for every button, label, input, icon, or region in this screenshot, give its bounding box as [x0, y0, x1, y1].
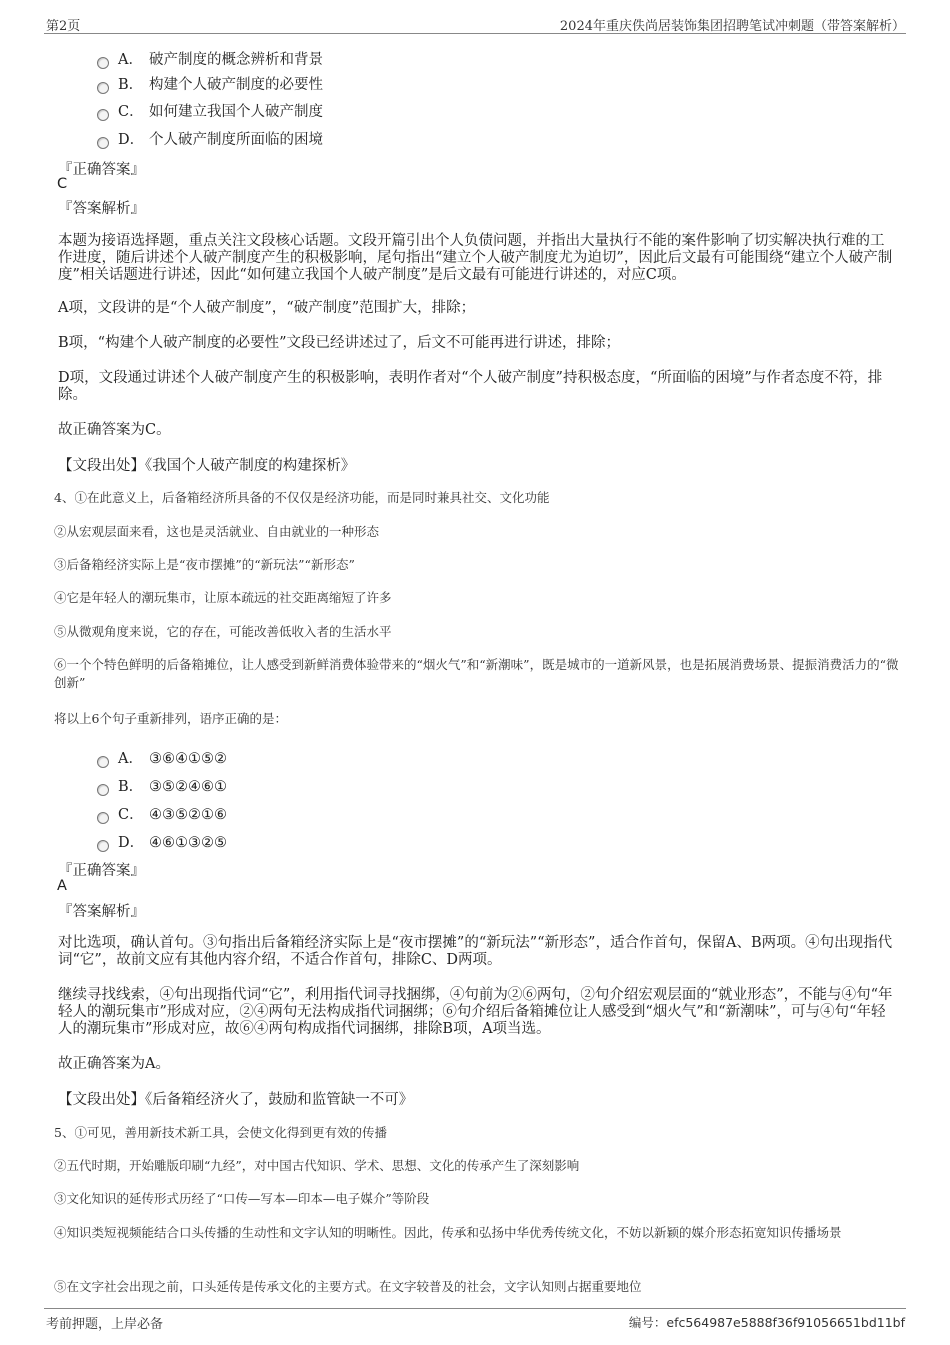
radio-icon[interactable] — [97, 82, 109, 94]
q3-option-b[interactable]: B． 构建个人破产制度的必要性 — [97, 73, 323, 94]
header-divider — [44, 33, 906, 34]
q4-sentence: ②从宏观层面来看，这也是灵活就业、自由就业的一种形态 — [54, 524, 380, 539]
document-id: 编号：efc564987e5888f36f91056651bd11bf — [628, 1315, 905, 1330]
q4-analysis-paragraph: 对比选项，确认首句。③句指出后备箱经济实际上是“夜市摆摊”的“新玩法”“新形态”，适合作首句，保留A、B两项。④句出现指代词“它”，故前文应有其他内容介绍，不适合作首句，排除C、D两项。 — [58, 935, 893, 968]
q3-option-d[interactable]: D． 个人破产制度所面临的困境 — [97, 128, 323, 149]
q3-option-c[interactable]: C． 如何建立我国个人破产制度 — [97, 100, 323, 121]
q4-prompt: 将以上6个句子重新排列，语序正确的是： — [54, 711, 287, 726]
q4-sentence: ④它是年轻人的潮玩集市，让原本疏远的社交距离缩短了许多 — [54, 590, 392, 605]
q5-sentence: ⑤在文字社会出现之前，口头延传是传承文化的主要方式。在文字较普及的社会，文字认知则占据重要地位 — [54, 1279, 642, 1294]
q4-answer: A — [57, 878, 67, 894]
q3-answer-label: 『正确答案』 — [58, 162, 145, 178]
footer-divider — [44, 1308, 906, 1309]
q4-option-a[interactable]: A． ③⑥④①⑤② — [97, 747, 227, 768]
q3-analysis-paragraph: B项，“构建个人破产制度的必要性”文段已经讲述过了，后文不可能再进行讲述，排除； — [58, 335, 620, 351]
q5-sentence: ②五代时期，开始雕版印刷“九经”，对中国古代知识、学术、思想、文化的传承产生了深刻影响 — [54, 1158, 580, 1173]
q4-option-d[interactable]: D． ④⑥①③②⑤ — [97, 831, 227, 852]
q4-option-b[interactable]: B． ③⑤②④⑥① — [97, 775, 227, 796]
radio-icon[interactable] — [97, 784, 109, 796]
radio-icon[interactable] — [97, 137, 109, 149]
radio-icon[interactable] — [97, 109, 109, 121]
q4-sentence: 4、①在此意义上，后备箱经济所具备的不仅仅是经济功能，而是同时兼具社交、文化功能 — [54, 490, 550, 505]
q4-analysis-label: 『答案解析』 — [58, 904, 145, 920]
q4-answer-label: 『正确答案』 — [58, 863, 145, 879]
q3-option-a[interactable]: A． 破产制度的概念辨析和背景 — [97, 48, 323, 69]
q4-analysis-paragraph: 继续寻找线索，④句出现指代词“它”，利用指代词寻找捆绑，④句前为②⑥两句，②句介绍宏观层面的“就业形态”，不能与④句“年轻人的潮玩集市”形成对应，②④两句无法构成指代词捆绑；⑥句介绍后备箱摊位让人感受到“烟火气”和“新潮味”，可与④句“年轻人的潮玩集市”形成对应，故⑥④两句构成指代词捆绑，排除B项，A项当选。 — [58, 987, 893, 1037]
page-number: 第2页 — [46, 19, 81, 34]
radio-icon[interactable] — [97, 840, 109, 852]
q4-sentence: ③后备箱经济实际上是“夜市摆摊”的“新玩法”“新形态” — [54, 557, 355, 572]
q3-source: 【文段出处】《我国个人破产制度的构建探析》 — [58, 458, 356, 474]
q3-analysis-paragraph: 故正确答案为C。 — [58, 422, 171, 438]
q5-sentence: ④知识类短视频能结合口头传播的生动性和文字认知的明晰性。因此，传承和弘扬中华优秀传统文化，不妨以新颖的媒介形态拓宽知识传播场景 — [54, 1225, 842, 1240]
q3-analysis-paragraph: D项，文段通过讲述个人破产制度产生的积极影响，表明作者对“个人破产制度”持积极态度，“所面临的困境”与作者态度不符，排除。 — [58, 370, 883, 403]
q4-option-c[interactable]: C． ④③⑤②①⑥ — [97, 803, 227, 824]
q3-analysis-paragraph: A项，文段讲的是“个人破产制度”，“破产制度”范围扩大，排除； — [58, 300, 476, 316]
q3-answer: C — [57, 176, 68, 192]
q3-analysis-label: 『答案解析』 — [58, 201, 145, 217]
q3-analysis-paragraph: 本题为接语选择题，重点关注文段核心话题。文段开篇引出个人负债问题，并指出大量执行不能的案件影响了切实解决执行难的工作进度，随后讲述个人破产制度产生的积极影响，尾句指出“建立个人破产制度尤为迫切”，因此后文最有可能围绕“建立个人破产制度”相关话题进行讲述，因此“如何建立我国个人破产制度”是后文最有可能进行讲述的，对应C项。 — [58, 233, 893, 283]
q4-analysis-paragraph: 故正确答案为A。 — [58, 1056, 170, 1072]
radio-icon[interactable] — [97, 812, 109, 824]
document-title: 2024年重庆佚尚居装饰集团招聘笔试冲刺题（带答案解析） — [559, 19, 905, 34]
q5-sentence: ③文化知识的延传形式历经了“口传—写本—印本—电子媒介”等阶段 — [54, 1191, 430, 1206]
radio-icon[interactable] — [97, 57, 109, 69]
q4-source: 【文段出处】《后备箱经济火了，鼓励和监管缺一不可》 — [58, 1092, 414, 1108]
q4-sentence: ⑤从微观角度来说，它的存在，可能改善低收入者的生活水平 — [54, 624, 392, 639]
q4-sentence: ⑥一个个特色鲜明的后备箱摊位，让人感受到新鲜消费体验带来的“烟火气”和“新潮味”，既是城市的一道新风景，也是拓展消费场景、提振消费活力的“微创新” — [54, 657, 899, 690]
footer-slogan: 考前押题，上岸必备 — [46, 1317, 164, 1332]
q5-sentence: 5、①可见，善用新技术新工具，会使文化得到更有效的传播 — [54, 1125, 387, 1140]
radio-icon[interactable] — [97, 756, 109, 768]
